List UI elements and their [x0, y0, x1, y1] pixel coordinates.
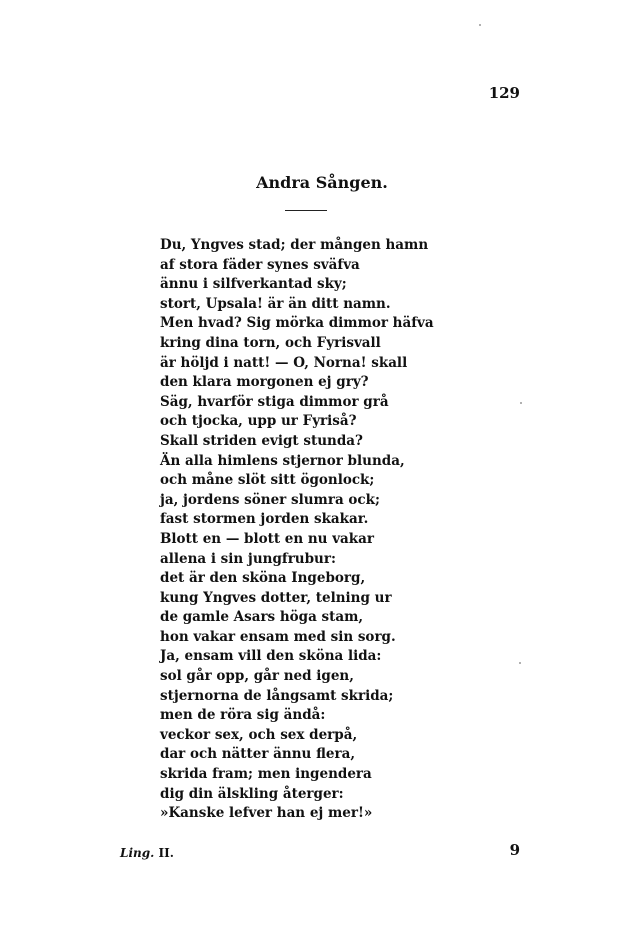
footer-signature	[120, 846, 174, 860]
poem-line: är höljd i natt! — O, Norna! skall	[160, 354, 408, 371]
poem-line: den klara morgonen ej gry?	[160, 374, 369, 391]
poem-line: stjernorna de långsamt skrida;	[160, 687, 394, 704]
poem-line: ja, jordens söner slumra ock;	[160, 491, 380, 508]
poem-line: kung Yngves dotter, telning ur	[160, 589, 392, 606]
poem-line: veckor sex, och sex derpå,	[160, 726, 358, 743]
poem-line: sol går opp, går ned igen,	[160, 668, 354, 685]
poem-body	[160, 236, 434, 824]
poem-line: af stora fäder synes sväfva	[160, 256, 360, 273]
title-divider	[285, 210, 327, 211]
signature-abbrev: Ling.	[120, 846, 155, 860]
poem-line: de gamle Asars höga stam,	[160, 609, 364, 626]
paper-speck	[520, 402, 522, 404]
poem-line: och måne slöt sitt ögonlock;	[160, 472, 375, 489]
poem-line: Blott en — blott en nu vakar	[160, 530, 375, 547]
poem-line: Än alla himlens stjernor blunda,	[160, 452, 405, 469]
poem-line: Ja, ensam vill den sköna lida:	[160, 648, 382, 665]
poem-line: Skall striden evigt stunda?	[160, 432, 363, 449]
signature-volume: II.	[158, 846, 174, 860]
poem-line: Du, Yngves stad; der mången hamn	[160, 237, 429, 253]
poem-line: dig din älskling återger:	[160, 785, 344, 802]
poem-line: Säg, hvarför stiga dimmor grå	[160, 393, 389, 410]
page-number: 129	[488, 84, 520, 102]
poem-title: Andra Sången.	[256, 173, 388, 192]
paper-speck	[519, 662, 521, 664]
paper-speck	[479, 24, 481, 26]
poem-line: och tjocka, upp ur Fyriså?	[160, 413, 357, 430]
poem-line: skrida fram; men ingendera	[160, 766, 372, 783]
poem-line: dar och nätter ännu flera,	[160, 746, 356, 763]
poem-line: kring dina torn, och Fyrisvall	[160, 334, 381, 351]
poem-line: hon vakar ensam med sin sorg.	[160, 628, 396, 645]
sheet-number: 9	[509, 841, 520, 859]
poem-line: det är den sköna Ingeborg,	[160, 570, 366, 587]
poem-line: Men hvad? Sig mörka dimmor häfva	[160, 315, 434, 332]
poem-line: allena i sin jungfrubur:	[160, 550, 336, 567]
poem-line: stort, Upsala! är än ditt namn.	[160, 295, 391, 312]
poem-line: fast stormen jorden skakar.	[160, 511, 369, 528]
poem-line: ännu i silfverkantad sky;	[160, 276, 347, 293]
poem-line: men de röra sig ändå:	[160, 707, 326, 724]
poem-line: »Kanske lefver han ej mer!»	[160, 805, 373, 822]
